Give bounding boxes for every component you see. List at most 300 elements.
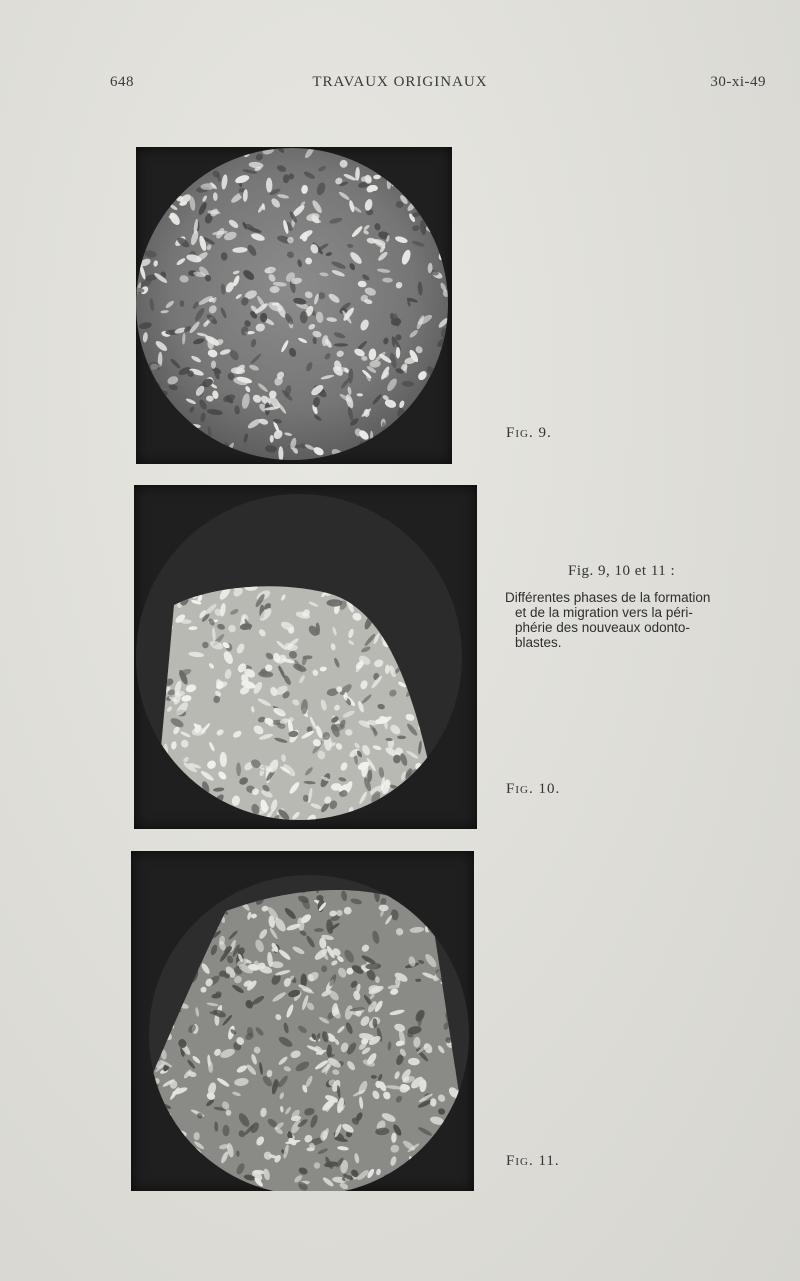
cell-texture xyxy=(138,1092,146,1099)
cell-texture xyxy=(156,179,164,185)
cell-texture xyxy=(424,409,440,424)
cell-texture xyxy=(136,206,142,218)
cell-texture xyxy=(171,1168,183,1182)
cell-texture xyxy=(338,818,352,824)
cell-texture xyxy=(131,1071,143,1078)
cell-texture xyxy=(327,599,343,606)
cell-texture xyxy=(390,430,402,440)
cell-texture xyxy=(416,883,424,892)
cell-texture xyxy=(334,343,348,346)
cell-texture xyxy=(390,824,399,829)
cell-texture xyxy=(448,188,452,200)
cell-texture xyxy=(389,1176,402,1182)
cell-texture xyxy=(432,776,439,788)
cell-texture xyxy=(139,978,150,987)
cell-texture xyxy=(396,347,400,359)
cell-texture xyxy=(443,392,452,401)
cell-texture xyxy=(440,445,447,453)
cell-texture xyxy=(423,1144,435,1153)
cell-texture xyxy=(213,818,226,828)
cell-texture xyxy=(401,824,406,829)
cell-texture xyxy=(176,878,187,890)
cell-texture xyxy=(153,437,161,452)
micrograph-figure-11 xyxy=(131,851,474,1191)
cell-texture xyxy=(394,429,411,439)
cell-texture xyxy=(411,1179,425,1190)
cell-texture xyxy=(386,888,392,895)
cell-texture xyxy=(181,147,197,155)
cell-texture xyxy=(445,437,452,453)
cell-texture xyxy=(131,946,141,953)
cell-texture xyxy=(432,918,442,927)
cell-texture xyxy=(364,452,374,462)
cell-texture xyxy=(426,889,434,904)
cell-texture xyxy=(449,915,461,924)
cell-texture xyxy=(189,809,199,823)
cell-texture xyxy=(442,1168,453,1179)
cell-texture xyxy=(151,755,163,768)
cell-texture xyxy=(380,813,392,822)
cell-texture xyxy=(242,813,255,827)
cell-texture xyxy=(174,455,180,462)
cell-texture xyxy=(223,1125,230,1136)
cell-texture xyxy=(178,431,188,441)
cell-texture xyxy=(136,242,144,252)
cell-texture xyxy=(161,201,170,209)
cell-texture xyxy=(467,1066,474,1073)
cell-texture xyxy=(160,890,171,900)
cell-texture xyxy=(189,440,197,455)
cell-texture xyxy=(131,1082,137,1090)
cell-texture xyxy=(432,905,441,918)
cell-texture xyxy=(169,431,181,444)
cell-texture xyxy=(441,433,450,443)
micrograph-10-image xyxy=(134,485,477,829)
cell-texture xyxy=(429,887,439,897)
cell-texture xyxy=(149,949,158,958)
cell-texture xyxy=(403,811,416,823)
cell-texture xyxy=(434,818,442,829)
cell-texture xyxy=(136,437,143,444)
micrograph-figure-10 xyxy=(134,485,477,829)
cell-texture xyxy=(435,393,447,408)
cell-texture xyxy=(136,200,144,210)
cell-texture xyxy=(131,1124,144,1140)
cell-texture xyxy=(144,1091,151,1098)
cell-texture xyxy=(435,801,450,808)
cell-texture xyxy=(131,1131,143,1141)
cell-texture xyxy=(136,400,146,410)
cell-texture xyxy=(469,1039,474,1048)
cell-texture xyxy=(136,394,144,400)
cell-texture xyxy=(453,1108,461,1114)
cell-texture xyxy=(139,445,146,457)
cell-texture xyxy=(406,419,415,429)
cell-texture xyxy=(186,905,196,915)
cell-texture xyxy=(189,163,202,172)
cell-texture xyxy=(294,823,307,829)
cell-texture xyxy=(158,405,166,412)
cell-texture xyxy=(437,1150,449,1158)
cell-texture xyxy=(351,822,360,829)
cell-texture xyxy=(450,1105,464,1117)
cell-texture xyxy=(401,880,416,887)
cell-texture xyxy=(155,1131,165,1146)
cell-texture xyxy=(207,443,216,453)
cell-texture xyxy=(419,885,425,896)
cell-texture xyxy=(448,882,459,890)
cell-texture xyxy=(209,900,214,907)
cell-texture xyxy=(459,1090,472,1104)
cell-texture xyxy=(132,1167,143,1173)
cell-texture xyxy=(435,210,445,226)
cell-texture xyxy=(394,799,404,809)
cell-texture xyxy=(138,147,147,154)
cell-texture xyxy=(443,440,451,449)
cell-texture xyxy=(410,1172,420,1176)
cell-texture xyxy=(327,821,341,829)
cell-texture xyxy=(167,1141,182,1148)
cell-texture xyxy=(152,422,161,436)
cell-texture xyxy=(165,1155,178,1164)
cell-texture xyxy=(462,915,469,928)
micrograph-9-image xyxy=(136,147,452,464)
cell-texture xyxy=(408,788,419,800)
micrograph-figure-9 xyxy=(136,147,452,464)
cell-texture xyxy=(436,223,449,228)
cell-texture xyxy=(208,894,218,905)
cell-texture xyxy=(182,454,191,464)
cell-texture xyxy=(182,1186,190,1191)
micrograph-11-image xyxy=(131,851,474,1191)
cell-texture xyxy=(445,901,458,912)
cell-texture xyxy=(136,374,142,386)
cell-texture xyxy=(433,215,438,225)
cell-texture xyxy=(149,798,165,813)
cell-texture xyxy=(187,1168,197,1180)
cell-texture xyxy=(408,179,423,188)
cell-texture xyxy=(201,887,214,902)
cell-texture xyxy=(162,785,177,795)
cell-texture xyxy=(461,891,471,902)
cell-texture xyxy=(178,429,182,441)
cell-texture xyxy=(441,416,452,425)
cell-texture xyxy=(461,1146,471,1153)
cell-texture xyxy=(132,1054,139,1062)
cell-texture xyxy=(131,1054,141,1068)
cell-texture xyxy=(437,429,451,441)
cell-texture xyxy=(131,973,139,982)
cell-texture xyxy=(454,1116,464,1130)
cell-texture xyxy=(156,150,168,164)
cell-texture xyxy=(456,953,465,968)
cell-texture xyxy=(152,170,167,183)
cell-texture xyxy=(178,1158,188,1169)
cell-texture xyxy=(161,185,169,194)
cell-texture xyxy=(163,744,168,758)
cell-texture xyxy=(391,445,405,461)
cell-texture xyxy=(163,911,178,925)
cell-texture xyxy=(410,441,423,453)
cell-texture xyxy=(468,1151,474,1161)
cell-texture xyxy=(422,446,432,456)
cell-texture xyxy=(169,768,181,777)
cell-texture xyxy=(148,969,160,979)
cell-texture xyxy=(142,975,152,982)
cell-texture xyxy=(430,1180,439,1191)
cell-texture xyxy=(463,1148,472,1161)
cell-texture xyxy=(135,1082,143,1092)
cell-texture xyxy=(381,457,388,464)
cell-texture xyxy=(439,356,452,370)
cell-texture xyxy=(411,190,422,206)
cell-texture xyxy=(420,149,430,157)
cell-texture xyxy=(148,389,160,399)
cell-texture xyxy=(458,1100,471,1109)
cell-texture xyxy=(388,878,398,888)
cell-texture xyxy=(165,1159,176,1169)
cell-texture xyxy=(432,420,445,430)
cell-texture xyxy=(178,899,188,908)
cell-texture xyxy=(194,1132,200,1140)
cell-texture xyxy=(445,1134,455,1143)
cell-texture xyxy=(414,803,425,817)
cell-texture xyxy=(431,186,437,199)
cell-texture xyxy=(132,1079,142,1086)
cell-texture xyxy=(143,910,150,923)
cell-texture xyxy=(463,1125,474,1134)
cell-texture xyxy=(145,1147,162,1155)
cell-texture xyxy=(139,882,148,890)
cell-texture xyxy=(141,153,158,167)
cell-texture xyxy=(437,199,447,209)
cell-texture xyxy=(216,150,225,157)
cell-texture xyxy=(134,947,151,962)
cell-texture xyxy=(162,440,177,453)
cell-texture xyxy=(260,313,267,323)
cell-texture xyxy=(437,775,446,783)
cell-texture xyxy=(174,1182,187,1191)
cell-texture xyxy=(423,157,435,169)
cell-texture xyxy=(136,1164,145,1174)
cell-texture xyxy=(132,1008,140,1016)
caption-line: et de la migration vers la péri- xyxy=(515,605,693,620)
cell-texture xyxy=(448,1130,456,1137)
cell-texture xyxy=(406,420,415,434)
cell-texture xyxy=(439,248,452,256)
cell-texture xyxy=(436,147,447,155)
cell-texture xyxy=(154,801,167,814)
cell-texture xyxy=(187,822,201,829)
cell-texture xyxy=(390,439,401,449)
cell-texture xyxy=(411,158,423,168)
cell-texture xyxy=(141,1107,147,1115)
cell-texture xyxy=(177,784,185,790)
cell-texture xyxy=(184,890,193,899)
cell-texture xyxy=(183,899,198,911)
cell-texture xyxy=(409,450,419,459)
cell-texture xyxy=(377,434,386,443)
cell-texture xyxy=(200,807,215,819)
cell-texture xyxy=(416,823,432,829)
cell-texture xyxy=(199,899,213,909)
cell-texture xyxy=(465,980,474,986)
cell-texture xyxy=(382,430,396,444)
cell-texture xyxy=(429,193,438,197)
cell-texture xyxy=(405,795,414,804)
cell-texture xyxy=(195,451,205,464)
cell-texture xyxy=(163,170,172,180)
cell-texture xyxy=(145,1104,153,1112)
cell-texture xyxy=(403,182,411,190)
cell-texture xyxy=(158,195,169,206)
cell-texture xyxy=(139,968,146,983)
cell-texture xyxy=(381,161,394,173)
running-title: TRAVAUX ORIGINAUX xyxy=(312,74,488,90)
cell-texture xyxy=(465,1107,474,1118)
cell-texture xyxy=(138,1104,150,1116)
cell-texture xyxy=(217,1183,226,1191)
cell-texture xyxy=(449,926,462,937)
cell-texture xyxy=(163,786,172,795)
cell-texture xyxy=(145,985,155,992)
cell-texture xyxy=(428,800,437,807)
cell-texture xyxy=(183,809,195,821)
cell-texture xyxy=(149,155,160,168)
cell-texture xyxy=(416,434,424,443)
cell-texture xyxy=(427,1148,440,1157)
cell-texture xyxy=(391,809,402,820)
cell-texture xyxy=(467,977,474,991)
cell-texture xyxy=(468,996,474,1005)
caption-line: phérie des nouveaux odonto- xyxy=(515,620,690,635)
cell-texture xyxy=(406,415,416,422)
cell-texture xyxy=(383,436,387,449)
cell-texture xyxy=(198,164,208,174)
cell-texture xyxy=(456,928,462,936)
cell-texture xyxy=(194,152,202,164)
cell-texture xyxy=(137,201,146,209)
cell-texture xyxy=(438,777,447,784)
cell-texture xyxy=(141,1177,152,1188)
cell-texture xyxy=(136,151,146,167)
cell-texture xyxy=(224,1184,232,1191)
cell-texture xyxy=(435,1165,441,1176)
cell-texture xyxy=(165,445,178,457)
cell-texture xyxy=(468,981,474,989)
cell-texture xyxy=(131,1108,137,1116)
cell-texture xyxy=(431,886,443,898)
figure-9-label: Fig. 9. xyxy=(506,425,552,441)
cell-texture xyxy=(422,147,426,153)
cell-texture xyxy=(136,405,148,419)
cell-texture xyxy=(427,1166,440,1174)
cell-texture xyxy=(138,170,149,185)
cell-texture xyxy=(141,977,150,989)
cell-texture xyxy=(394,882,398,889)
cell-texture xyxy=(451,1181,461,1188)
cell-texture xyxy=(149,437,156,453)
cell-texture xyxy=(426,915,438,929)
cell-texture xyxy=(465,1178,474,1185)
cell-texture xyxy=(276,824,281,829)
cell-texture xyxy=(147,147,156,157)
cell-texture xyxy=(162,431,174,447)
cell-texture xyxy=(210,899,221,903)
cell-texture xyxy=(410,1163,418,1171)
cell-texture xyxy=(131,933,141,948)
caption-line: blastes. xyxy=(515,635,562,650)
cell-texture xyxy=(156,935,168,943)
cell-texture xyxy=(134,972,142,981)
cell-texture xyxy=(148,411,163,427)
cell-texture xyxy=(409,885,423,893)
cell-texture xyxy=(453,1110,468,1123)
cell-texture xyxy=(137,1167,148,1182)
cell-texture xyxy=(136,173,144,181)
cell-texture xyxy=(140,229,151,237)
cell-texture xyxy=(428,451,440,460)
cell-texture xyxy=(374,147,388,157)
caption-title: Fig. 9, 10 et 11 : xyxy=(568,563,676,579)
cell-texture xyxy=(166,444,173,452)
cell-texture xyxy=(170,147,178,160)
cell-texture xyxy=(135,974,145,986)
cell-texture xyxy=(335,819,341,829)
cell-texture xyxy=(183,452,199,463)
cell-texture xyxy=(382,422,385,429)
cell-texture xyxy=(186,1177,200,1183)
cell-texture xyxy=(202,1165,214,1176)
cell-texture xyxy=(159,808,170,819)
cell-texture xyxy=(208,883,221,890)
cell-texture xyxy=(179,435,188,443)
cell-texture xyxy=(418,887,430,898)
cell-texture xyxy=(237,1184,243,1191)
issue-date: 30-xi-49 xyxy=(710,74,766,90)
cell-texture xyxy=(154,875,162,889)
cell-texture xyxy=(143,161,159,175)
cell-texture xyxy=(223,453,235,464)
cell-texture xyxy=(176,773,184,782)
cell-texture xyxy=(138,423,147,432)
cell-texture xyxy=(429,766,446,776)
cell-texture xyxy=(454,884,467,893)
cell-texture xyxy=(136,391,146,402)
cell-texture xyxy=(170,890,182,905)
cell-texture xyxy=(464,1076,473,1086)
cell-texture xyxy=(328,1054,335,1057)
cell-texture xyxy=(131,1119,142,1131)
cell-texture xyxy=(418,765,430,775)
cell-texture xyxy=(448,877,460,889)
caption-text xyxy=(505,590,777,650)
cell-texture xyxy=(300,311,308,323)
cell-texture xyxy=(151,894,163,908)
cell-texture xyxy=(464,1109,474,1119)
figure-11-label: Fig. 11. xyxy=(506,1153,560,1169)
cell-texture xyxy=(191,901,200,910)
cell-texture xyxy=(380,812,387,822)
cell-texture xyxy=(154,1126,168,1138)
cell-texture xyxy=(171,178,187,192)
cell-texture xyxy=(141,1142,157,1152)
cell-texture xyxy=(149,897,154,908)
cell-texture xyxy=(158,751,168,763)
cell-texture xyxy=(440,196,451,211)
cell-texture xyxy=(187,155,191,162)
cell-texture xyxy=(182,429,197,440)
